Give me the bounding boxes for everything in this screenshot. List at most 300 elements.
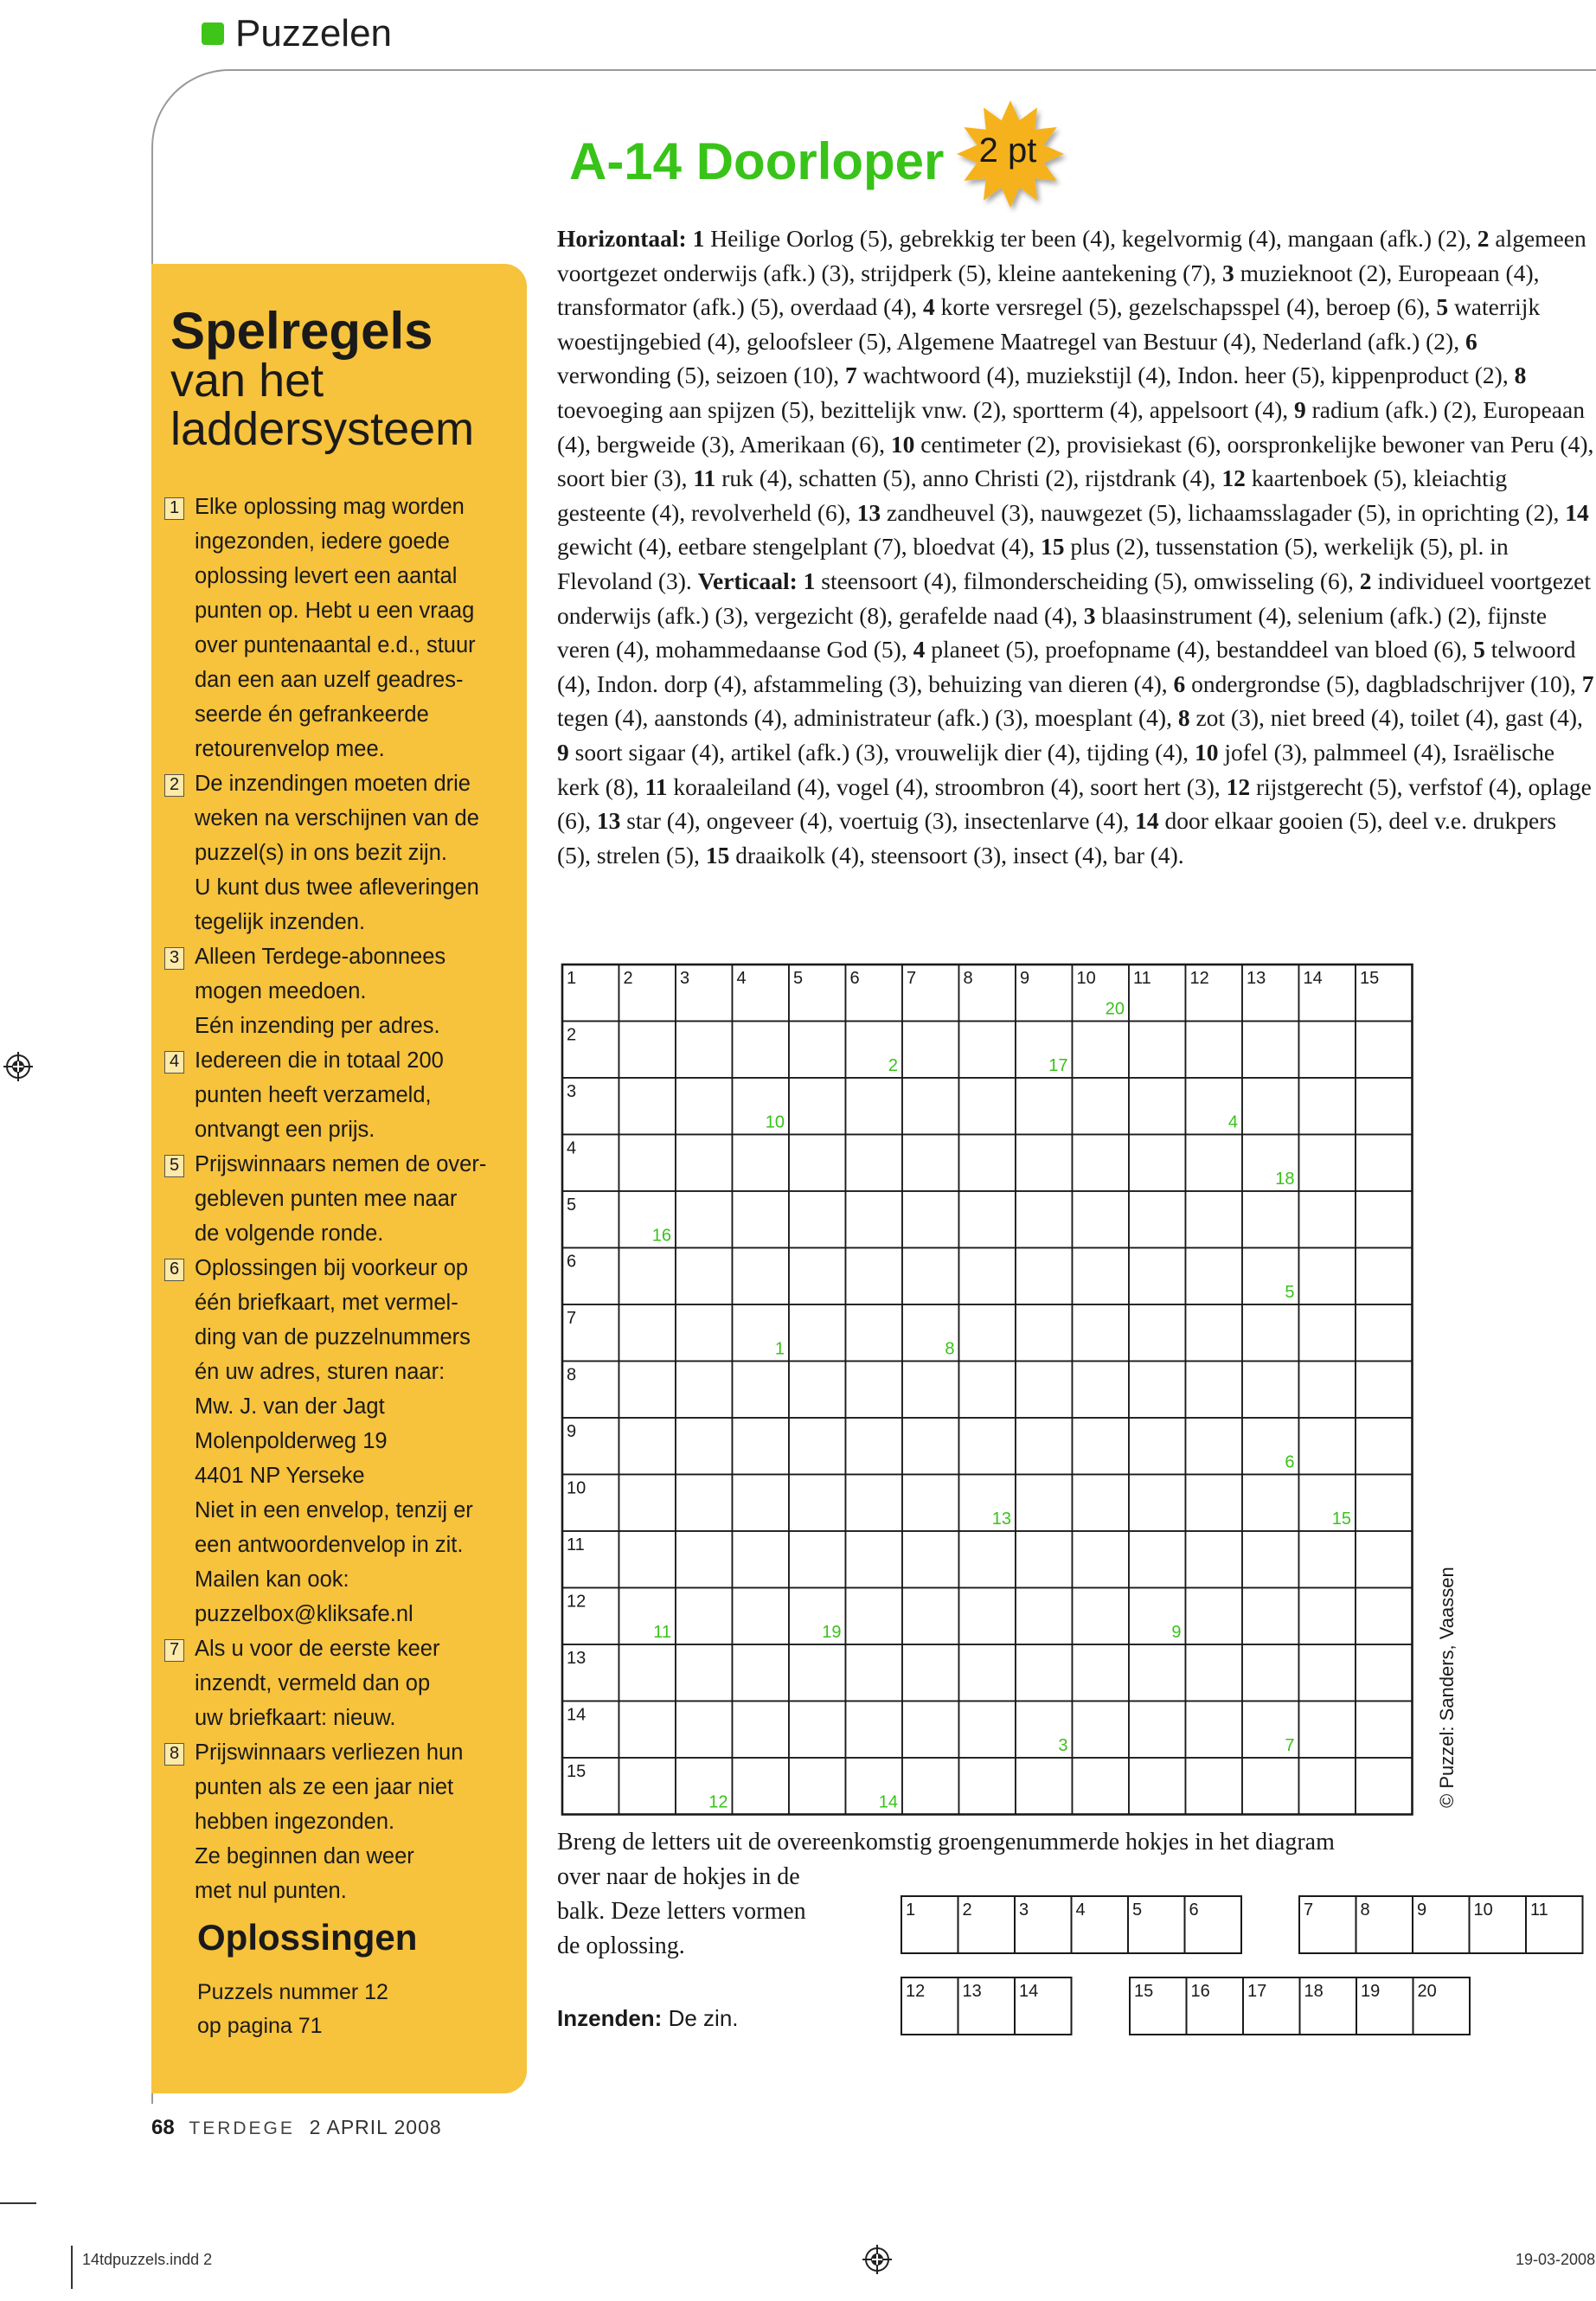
solutions-line: Puzzels nummer 12: [197, 1980, 388, 2004]
clue-text: radium (afk.) (2), Europeaan (4), bergweide (3), Amerikaan (6),: [557, 395, 1585, 458]
solution-cell-number: 5: [1132, 1900, 1143, 1920]
clue-text: korte versregel (5), gezelschapsspel (4), beroep (6),: [940, 293, 1431, 321]
grid-cell: [1016, 1758, 1073, 1815]
grid-cell: [959, 1304, 1016, 1362]
clue-number: 15: [705, 841, 730, 868]
row-number: 5: [567, 1195, 577, 1215]
clue-number: 1: [692, 225, 705, 252]
grid-cell: [846, 1702, 903, 1759]
rule-line: ontvangt een prijs.: [195, 1118, 375, 1142]
grid-cell: [619, 1644, 676, 1702]
green-mark: 8: [945, 1339, 955, 1359]
green-mark: 16: [651, 1226, 671, 1246]
grid-cell: [1299, 1531, 1356, 1588]
row-number: 12: [567, 1592, 586, 1612]
clue-text: algemeen voortgezet onderwijs (afk.) (3), strijdperk (5), kleine aantekening (7),: [557, 225, 1586, 286]
green-mark: 9: [1171, 1623, 1182, 1642]
clue-section-label: Horizontaal:: [557, 225, 687, 252]
grid-cell: [1356, 1702, 1413, 1759]
grid-cell: [1299, 1304, 1356, 1362]
grid-cell: [789, 1531, 846, 1588]
rules-subtitle-line: van het: [170, 355, 324, 407]
solution-cell-number: 4: [1075, 1900, 1086, 1920]
rule-line: Als u voor de eerste keer: [195, 1637, 440, 1661]
row-number: 10: [567, 1478, 586, 1498]
solution-cell-number: 20: [1417, 1982, 1437, 2001]
grid-cell: [959, 1758, 1016, 1815]
grid-cell: [959, 1022, 1016, 1079]
registration-mark-icon: [3, 1052, 33, 1081]
grid-cell: [959, 1644, 1016, 1702]
grid-cell: [733, 1475, 790, 1532]
clue-number: 15: [1040, 533, 1065, 561]
rule-line: punten als ze een jaar niet: [195, 1775, 454, 1799]
grid-cell: [1299, 1022, 1356, 1079]
grid-cell: [1186, 1191, 1243, 1248]
solution-cell-number: 1: [906, 1900, 916, 1920]
grid-cell: [789, 1135, 846, 1192]
row-number: 8: [567, 1365, 577, 1385]
grid-cell: [902, 1362, 959, 1419]
grid-cell: [1073, 1758, 1130, 1815]
clue-text: soort sigaar (4), artikel (afk.) (3), vrouwelijk dier (4), tijding (4),: [574, 738, 1189, 766]
clue-text: steensoort (4), filmonderscheiding (5), omwisseling (6),: [821, 567, 1354, 594]
rule-line: tegelijk inzenden.: [195, 910, 366, 934]
clue-text: verwonding (5), seizoen (10),: [557, 362, 840, 389]
clue-number: 7: [844, 362, 857, 389]
clue-number: 4: [923, 293, 935, 321]
grid-cell: [789, 1022, 846, 1079]
grid-cell: [1299, 1418, 1356, 1475]
crop-mark: [71, 2246, 73, 2289]
row-number: 6: [567, 1252, 577, 1272]
grid-cell: [959, 1418, 1016, 1475]
grid-cell: [1073, 1191, 1130, 1248]
grid-cell: [959, 1191, 1016, 1248]
rule-item: [164, 1251, 519, 1631]
grid-cell: [1356, 1475, 1413, 1532]
grid-cell: [1242, 1362, 1299, 1419]
grid-cell: [846, 1362, 903, 1419]
green-mark: 13: [991, 1509, 1011, 1529]
grid-cell: [1242, 1475, 1299, 1532]
rule-line: mogen meedoen.: [195, 979, 367, 1003]
clue-number: 6: [1465, 327, 1477, 355]
slug-date: 19-03-2008: [1516, 2251, 1596, 2268]
clue-number: 13: [596, 807, 621, 835]
instruction-line: Breng de letters uit de overeenkomstig groengenummerde hokjes in het diagram: [557, 1829, 1335, 1856]
clue-number: 8: [1514, 362, 1527, 389]
column-number: 8: [963, 969, 973, 988]
clue-text: rijstgerecht (5), verfstof (4), oplage (6),: [557, 772, 1592, 835]
grid-cell: [1299, 1248, 1356, 1305]
grid-cell: [846, 1418, 903, 1475]
grid-cell: [789, 1702, 846, 1759]
solution-cell-number: 11: [1530, 1900, 1548, 1920]
grid-cell: [676, 1644, 733, 1702]
grid-cell: [1356, 1644, 1413, 1702]
grid-cell: [1129, 1644, 1186, 1702]
rule-line: 4401 NP Yerseke: [195, 1464, 365, 1488]
grid-cell: [733, 1191, 790, 1248]
grid-cell: [1242, 1304, 1299, 1362]
rules-title: Spelregels: [170, 302, 433, 360]
clue-text: telwoord (4), Indon. dorp (4), afstammeling (3), behuizing van dieren (4),: [557, 636, 1576, 697]
grid-cell: [1129, 1702, 1186, 1759]
grid-cell: [676, 1362, 733, 1419]
grid-cell: [1356, 1531, 1413, 1588]
solution-cell-number: 16: [1190, 1982, 1210, 2001]
clues-text: [557, 221, 1595, 872]
grid-cell: [1016, 1135, 1073, 1192]
column-number: 12: [1189, 969, 1209, 988]
clue-text: waterrijk woestijngebied (4), geloofsleer (5), Algemene Maatregel van Bestuur (4), Nederland (afk.) (2),: [557, 293, 1541, 355]
issue-date: 2 APRIL 2008: [309, 2116, 442, 2138]
grid-cell: [1299, 1588, 1356, 1645]
grid-cell: [1073, 1702, 1130, 1759]
row-number: 4: [567, 1138, 577, 1158]
grid-cell: [1186, 1758, 1243, 1815]
rule-line: Molenpolderweg 19: [195, 1429, 388, 1453]
registration-mark-icon: [862, 2245, 892, 2274]
rule-item: [164, 766, 519, 939]
grid-cell: [733, 1135, 790, 1192]
grid-cell: [1356, 1588, 1413, 1645]
grid-cell: [676, 1078, 733, 1135]
grid-cell: [1073, 1531, 1130, 1588]
clue-text: tegen (4), aanstonds (4), administrateur (afk.) (3), moesplant (4),: [557, 704, 1172, 732]
clue-number: 5: [1436, 293, 1449, 321]
solution-cell-number: 9: [1417, 1900, 1427, 1920]
grid-cell: [1073, 1644, 1130, 1702]
solution-cell-number: 19: [1361, 1982, 1381, 2001]
rule-line: één briefkaart, met vermel-: [195, 1291, 458, 1315]
grid-cell: [902, 1135, 959, 1192]
clue-text: Heilige Oorlog (5), gebrekkig ter been (4), kegelvormig (4), mangaan (afk.) (2),: [710, 225, 1471, 252]
clue-text: draaikolk (4), steensoort (3), insect (4), bar (4).: [735, 841, 1184, 868]
row-number: 3: [567, 1082, 577, 1101]
clue-number: 9: [557, 738, 569, 766]
grid-cell: [619, 1531, 676, 1588]
clue-number: 9: [1294, 395, 1306, 423]
grid-cell: [846, 1248, 903, 1305]
section-marker-icon: [202, 22, 224, 45]
puzzle-title: A-14 Doorloper: [569, 132, 945, 190]
solution-cell-number: 6: [1189, 1900, 1199, 1920]
grid-cell: [789, 1248, 846, 1305]
clue-number: 11: [644, 772, 668, 800]
clue-section-label: Verticaal:: [697, 567, 798, 594]
grid-cell: [1186, 1022, 1243, 1079]
grid-cell: [789, 1078, 846, 1135]
solution-cell-number: 7: [1304, 1900, 1314, 1920]
grid-cell: [1299, 1135, 1356, 1192]
row-number: 14: [567, 1705, 586, 1725]
grid-cell: [1299, 1702, 1356, 1759]
clue-text: door elkaar gooien (5), deel v.e. drukpers (5), strelen (5),: [557, 807, 1557, 868]
rule-line: Oplossingen bij voorkeur op: [195, 1256, 469, 1280]
clue-number: 5: [1473, 636, 1485, 663]
grid-cell: [733, 1362, 790, 1419]
rule-line: dan een aan uzelf geadres-: [195, 668, 464, 692]
instruction-line: de oplossing.: [557, 1932, 685, 1959]
grid-cell: [789, 1418, 846, 1475]
clue-number: 13: [856, 498, 881, 526]
green-mark: 18: [1275, 1170, 1295, 1189]
solution-cell-number: 18: [1304, 1982, 1324, 2001]
grid-cell: [1356, 1135, 1413, 1192]
rule-line: ding van de puzzelnummers: [195, 1325, 471, 1349]
grid-cell: [902, 1418, 959, 1475]
rules-subtitle: [170, 356, 516, 453]
rule-number: 5: [164, 1155, 184, 1177]
row-number: 13: [567, 1649, 586, 1668]
column-number: 9: [1020, 969, 1030, 988]
green-mark: 5: [1285, 1283, 1295, 1302]
clue-text: koraaleiland (4), vogel (4), stroombron (4), soort hert (3),: [673, 772, 1221, 800]
rule-line: Niet in een envelop, tenzij er: [195, 1498, 473, 1522]
clue-text: ruk (4), schatten (5), anno Christi (2), rijstdrank (4),: [721, 465, 1216, 492]
column-number: 4: [736, 969, 747, 988]
clue-number: 7: [1581, 670, 1594, 697]
grid-cell: [846, 1135, 903, 1192]
rule-number: 2: [164, 774, 184, 797]
rule-line: hebben ingezonden.: [195, 1810, 395, 1834]
rule-line: weken na verschijnen van de: [195, 806, 479, 830]
solution-cell-number: 14: [1019, 1982, 1039, 2001]
rule-item: [164, 939, 519, 1043]
grid-cell: [1016, 1418, 1073, 1475]
column-number: 1: [567, 969, 577, 988]
clue-text: individueel voortgezet onderwijs (afk.) (3), vergezicht (8), gerafelde naad (4),: [557, 567, 1591, 629]
column-number: 3: [680, 969, 690, 988]
grid-cell: [789, 1191, 846, 1248]
rule-line: Mw. J. van der Jagt: [195, 1394, 385, 1419]
grid-cell: [1299, 1078, 1356, 1135]
grid-cell: [1016, 1531, 1073, 1588]
solution-cell-number: 13: [962, 1982, 982, 2001]
clue-number: 3: [1221, 259, 1234, 286]
grid-cell: [1242, 1644, 1299, 1702]
grid-cell: [1186, 1475, 1243, 1532]
clue-number: 4: [913, 636, 926, 663]
rule-line: retourenvelop mee.: [195, 737, 385, 761]
grid-cell: [1073, 1022, 1130, 1079]
clue-number: 12: [1226, 772, 1251, 800]
rule-line: over puntenaantal e.d., stuur: [195, 633, 476, 657]
clue-text: zot (3), niet breed (4), toilet (4), gast (4),: [1195, 704, 1583, 732]
grid-cell: [1129, 1531, 1186, 1588]
clue-text: jofel (3), palmmeel (4), Israëlische kerk (8),: [557, 738, 1555, 800]
grid-cell: [733, 1758, 790, 1815]
grid-cell: [1129, 1418, 1186, 1475]
rule-line: punten op. Hebt u een vraag: [195, 599, 475, 623]
green-mark: 20: [1105, 999, 1125, 1019]
grid-cell: [902, 1475, 959, 1532]
row-number: 2: [567, 1025, 577, 1045]
grid-cell: [1242, 1022, 1299, 1079]
green-mark: 6: [1285, 1452, 1295, 1472]
grid-cell: [902, 1078, 959, 1135]
instruction-line: balk. Deze letters vormen: [557, 1898, 806, 1925]
grid-cell: [733, 1022, 790, 1079]
green-mark: 3: [1058, 1736, 1068, 1755]
grid-cell: [619, 1362, 676, 1419]
slug-file: 14tdpuzzels.indd 2: [82, 2251, 213, 2268]
grid-cell: [902, 1644, 959, 1702]
grid-cell: [676, 1702, 733, 1759]
column-number: 14: [1303, 969, 1323, 988]
grid-cell: [902, 1022, 959, 1079]
solution-cell-number: 15: [1134, 1982, 1154, 2001]
green-mark: 15: [1331, 1509, 1351, 1529]
row-number: 11: [567, 1535, 585, 1554]
grid-cell: [902, 1248, 959, 1305]
rule-item: [164, 1043, 519, 1147]
clue-number: 2: [1359, 567, 1372, 594]
clue-text: muzieknoot (2), Europeaan (4), transformator (afk.) (5), overdaad (4),: [557, 259, 1540, 321]
grid-cell: [1073, 1135, 1130, 1192]
grid-cell: [1016, 1304, 1073, 1362]
grid-cell: [1129, 1078, 1186, 1135]
grid-cell: [789, 1475, 846, 1532]
grid-cell: [902, 1531, 959, 1588]
grid-cell: [676, 1588, 733, 1645]
clue-text: gewicht (4), eetbare stengelplant (7), bloedvat (4),: [557, 533, 1035, 561]
grid-cell: [846, 1588, 903, 1645]
rule-line: U kunt dus twee afleveringen: [195, 875, 479, 900]
crop-mark: [0, 2202, 36, 2204]
grid-cell: [1186, 1135, 1243, 1192]
green-mark: 12: [708, 1792, 728, 1812]
rule-line: Iedereen die in totaal 200: [195, 1048, 444, 1073]
grid-cell: [733, 1644, 790, 1702]
grid-cell: [676, 1022, 733, 1079]
grid-cell: [1073, 1588, 1130, 1645]
grid-cell: [1186, 1362, 1243, 1419]
column-number: 5: [793, 969, 804, 988]
grid-cell: [1016, 1191, 1073, 1248]
rules-subtitle-line: laddersysteem: [170, 403, 475, 455]
grid-cell: [733, 1248, 790, 1305]
grid-cell: [1073, 1475, 1130, 1532]
grid-cell: [676, 1531, 733, 1588]
rule-line: ingezonden, iedere goede: [195, 529, 450, 554]
grid-cell: [902, 1588, 959, 1645]
grid-cell: [1356, 1248, 1413, 1305]
submit-value: De zin.: [668, 2005, 739, 2031]
page-footer: [151, 2116, 442, 2140]
rule-line: uw briefkaart: nieuw.: [195, 1706, 396, 1730]
clue-number: 10: [890, 430, 915, 458]
clue-number: 14: [1135, 807, 1159, 835]
solution-cell-number: 2: [962, 1900, 972, 1920]
column-number: 11: [1133, 969, 1151, 988]
rule-line: De inzendingen moeten drie: [195, 772, 471, 796]
magazine-name: TERDEGE: [189, 2118, 295, 2138]
grid-cell: [1129, 1248, 1186, 1305]
grid-cell: [846, 1644, 903, 1702]
solution-cell-number: 17: [1247, 1982, 1267, 2001]
green-mark: 17: [1048, 1056, 1068, 1075]
green-mark: 10: [765, 1112, 785, 1132]
rule-line: met nul punten.: [195, 1879, 347, 1903]
grid-cell: [1299, 1191, 1356, 1248]
rule-line: Prijswinnaars verliezen hun: [195, 1740, 464, 1765]
grid-cell: [1016, 1588, 1073, 1645]
rule-number: 8: [164, 1743, 184, 1766]
column-number: 13: [1247, 969, 1266, 988]
grid-cell: [959, 1135, 1016, 1192]
grid-cell: [789, 1362, 846, 1419]
grid-cell: [1356, 1022, 1413, 1079]
rule-item: [164, 1147, 519, 1251]
grid-cell: [1242, 1758, 1299, 1815]
rule-item: [164, 1631, 519, 1735]
rule-line: én uw adres, sturen naar:: [195, 1360, 445, 1384]
rule-line: puzzel(s) in ons bezit zijn.: [195, 841, 447, 865]
column-number: 6: [849, 969, 860, 988]
grid-cell: [1242, 1078, 1299, 1135]
grid-cell: [959, 1248, 1016, 1305]
grid-cell: [1186, 1248, 1243, 1305]
grid-cell: [1129, 1135, 1186, 1192]
rule-item: [164, 1735, 519, 1908]
grid-cell: [619, 1702, 676, 1759]
grid-cell: [1299, 1758, 1356, 1815]
grid-cell: [1016, 1362, 1073, 1419]
solutions-title: Oplossingen: [197, 1917, 418, 1958]
grid-cell: [1186, 1304, 1243, 1362]
grid-cell: [733, 1531, 790, 1588]
grid-cell: [1073, 1248, 1130, 1305]
grid-cell: [1356, 1418, 1413, 1475]
rule-line: puzzelbox@kliksafe.nl: [195, 1602, 413, 1626]
grid-cell: [902, 1758, 959, 1815]
grid-cell: [1356, 1078, 1413, 1135]
rule-line: punten heeft verzameld,: [195, 1083, 432, 1107]
rule-number: 3: [164, 947, 184, 970]
clue-number: 8: [1177, 704, 1190, 732]
green-mark: 2: [888, 1056, 898, 1075]
rules-list: [164, 490, 519, 1908]
green-mark: 14: [878, 1792, 898, 1812]
grid-cell: [846, 1078, 903, 1135]
solution-cell-number: 8: [1360, 1900, 1370, 1920]
column-number: 7: [907, 969, 917, 988]
grid-cell: [1299, 1644, 1356, 1702]
clue-text: zandheuvel (3), nauwgezet (5), lichaamsslagader (5), in oprichting (2),: [887, 498, 1560, 526]
grid-cell: [733, 1418, 790, 1475]
rule-item: [164, 490, 519, 766]
grid-cell: [619, 1475, 676, 1532]
grid-cell: [1073, 1418, 1130, 1475]
rule-line: Ze beginnen dan weer: [195, 1844, 414, 1868]
grid-cell: [959, 1702, 1016, 1759]
grid-cell: [846, 1304, 903, 1362]
grid-cell: [959, 1531, 1016, 1588]
grid-cell: [619, 1078, 676, 1135]
grid-cell: [902, 1702, 959, 1759]
clue-text: kaartenboek (5), kleiachtig gesteente (4), revolverheld (6),: [557, 465, 1508, 526]
submit-text: [557, 2005, 739, 2032]
clue-number: 6: [1173, 670, 1186, 697]
grid-cell: [1016, 1644, 1073, 1702]
rule-line: Elke oplossing mag worden: [195, 495, 465, 519]
clue-number: 12: [1221, 465, 1246, 492]
column-number: 15: [1360, 969, 1380, 988]
page-number: 68: [151, 2116, 175, 2139]
